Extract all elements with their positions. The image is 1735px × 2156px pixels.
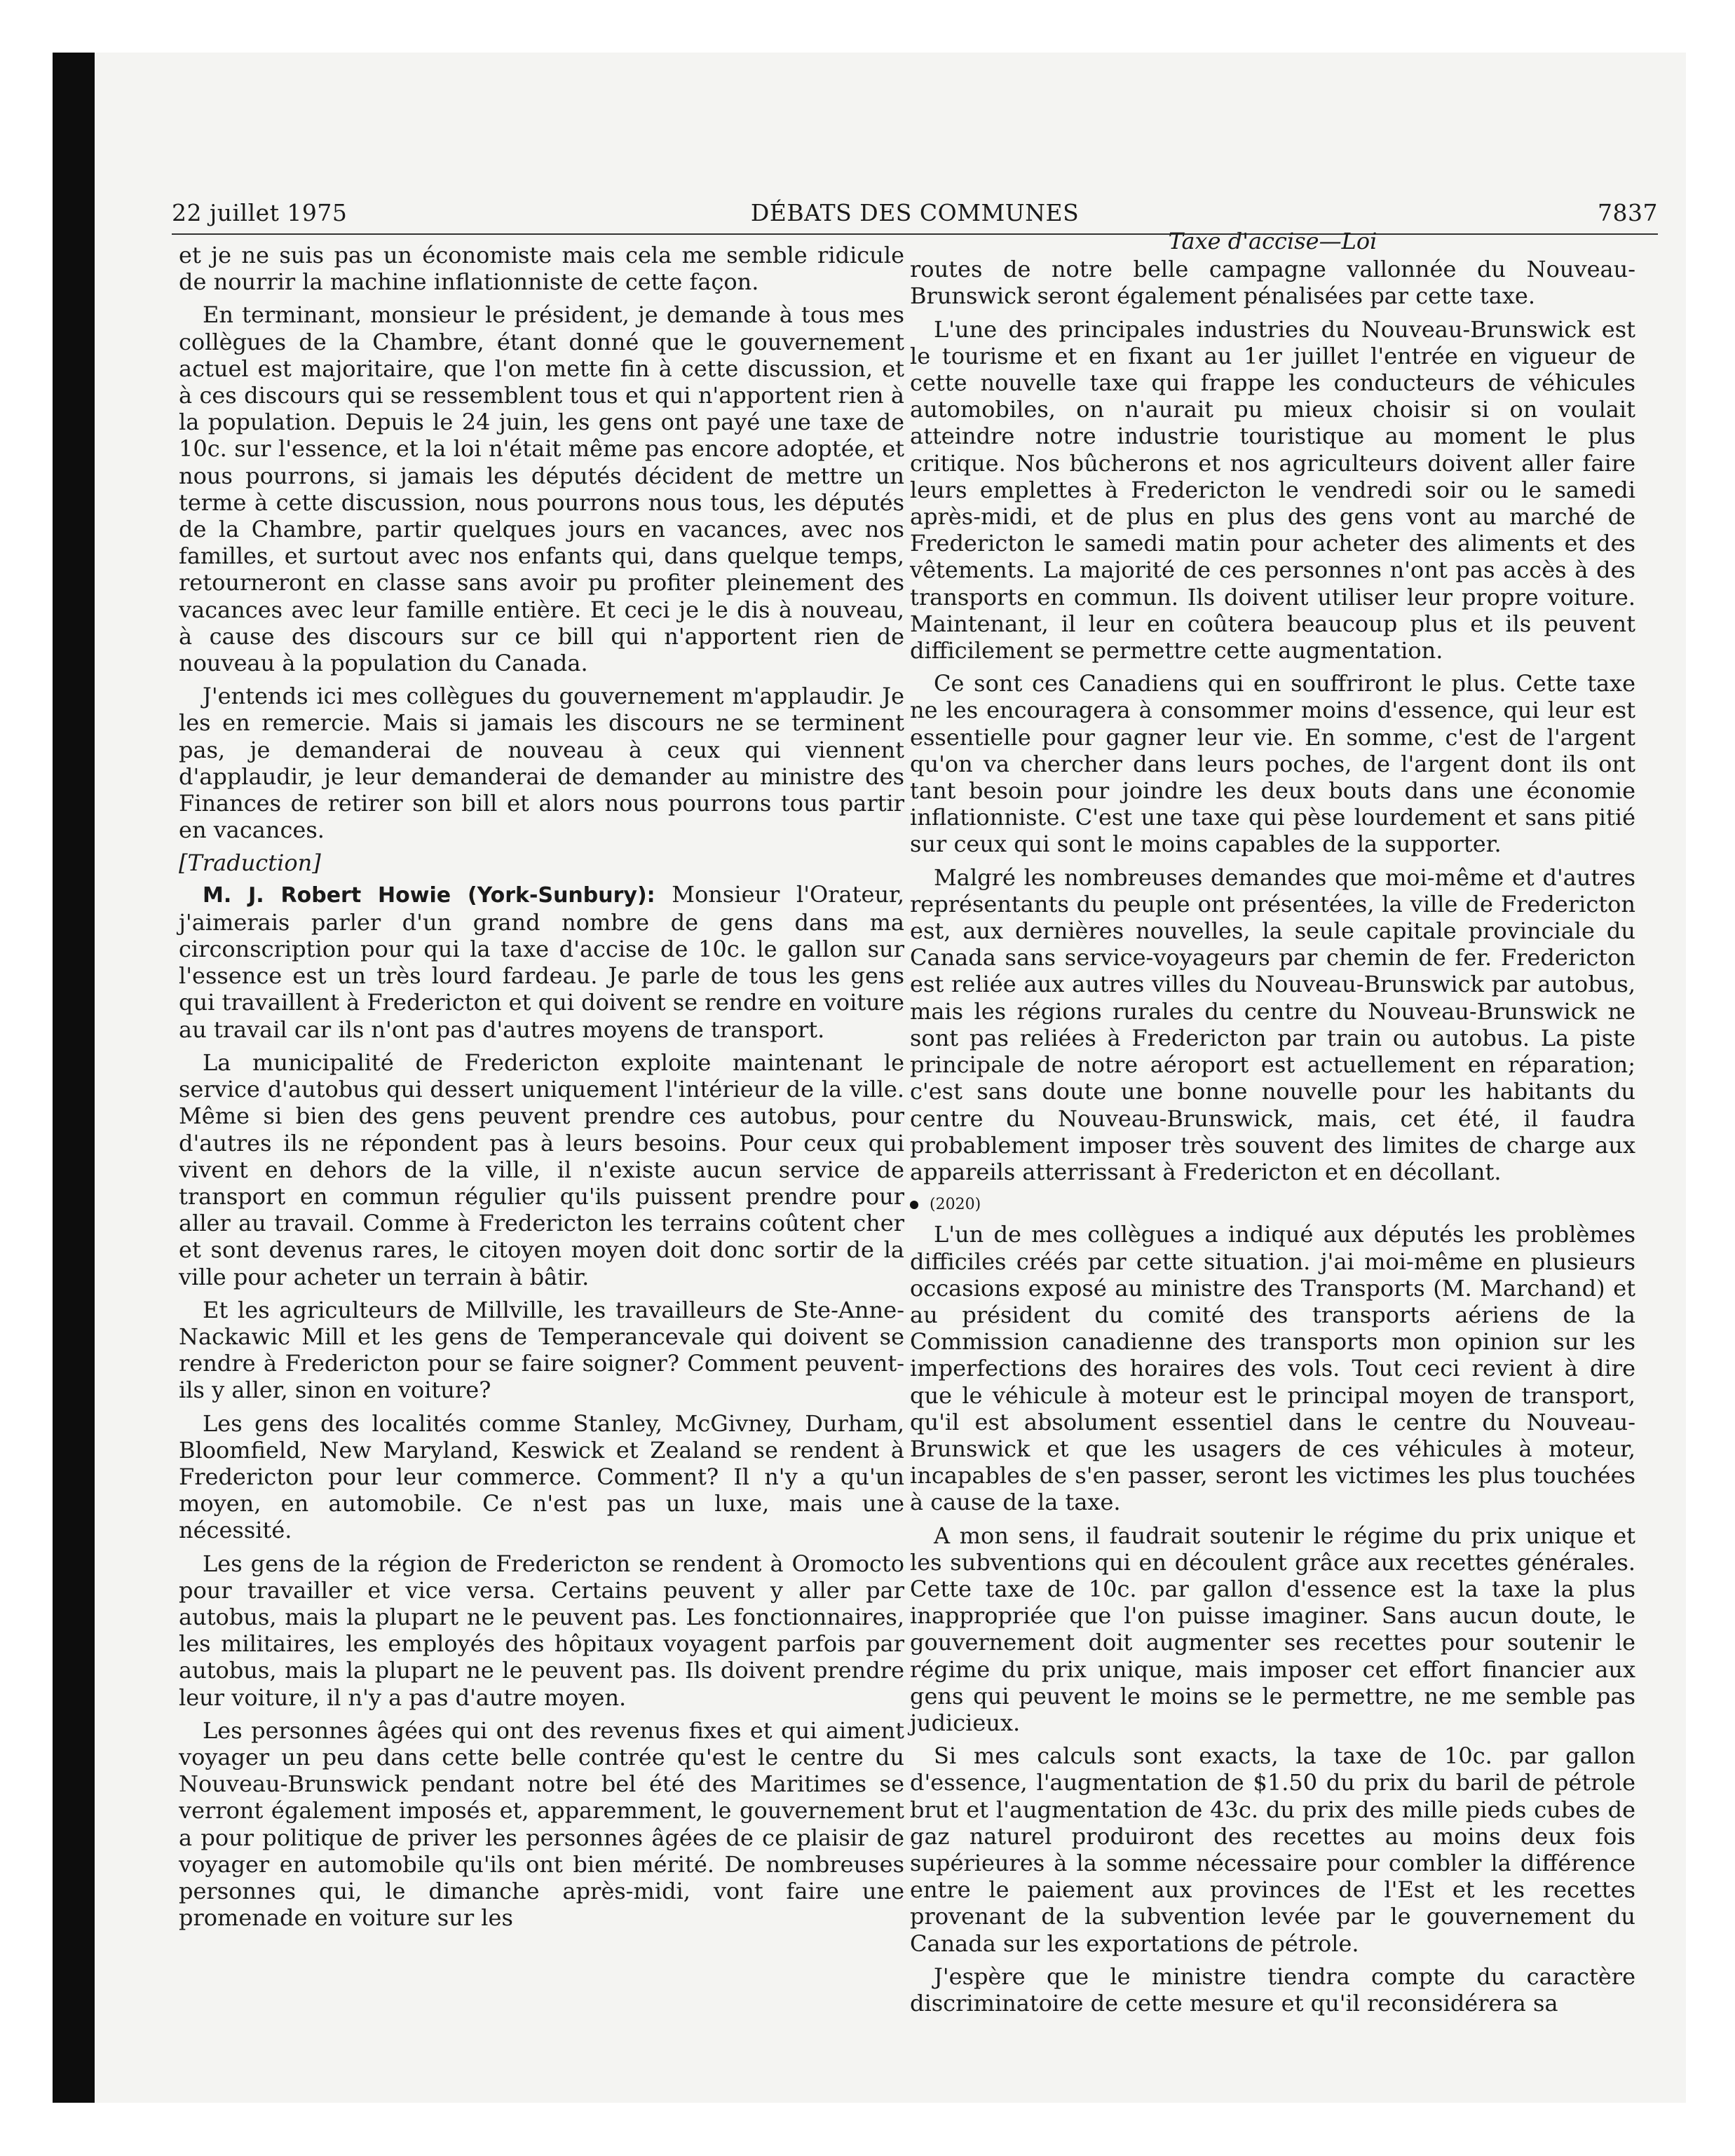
paragraph: L'une des principales industries du Nouveau-Brunswick est le tourisme et en fixant au 1er juillet l'entrée en vigueur de cette nouvelle taxe qui frappe les conducteurs de véhicules automobiles, on n'aurait pu mieux choisir si on voulait atteindre notre industrie touristique au moment le plus critique. Nos bûcherons et nos agriculteurs doivent aller faire leurs emplettes à Fredericton le vendredi soir ou le samedi après-midi, et de plus en plus des gens vont au marché de Fredericton le samedi matin pour acheter des aliments et des vêtements. La majorité de ces personnes n'ont pas accès à des transports en commun. Ils doivent utiliser leur propre voiture. Maintenant, il leur en coûtera beaucoup plus et ils peuvent difficilement se permettre cette augmentation. bbox=[910, 315, 1635, 664]
header-page-number: 7837 bbox=[1598, 199, 1658, 226]
paragraph: Les gens de la région de Fredericton se rendent à Oromocto pour travailler et vice versa. Certains peuvent y aller par autobus, mais la plupart ne le peuvent pas. Les fonctionnaires, les militaires, les employés des hôpitaux voyagent parfois par autobus, mais la plupart ne le peuvent pas. Ils doivent prendre leur voiture, il n'y a pas d'autre moyen. bbox=[179, 1550, 904, 1711]
paragraph: J'espère que le ministre tiendra compte du caractère discriminatoire de cette mesure et qu'il reconsidérera sa bbox=[910, 1963, 1635, 2017]
left-column bbox=[179, 242, 904, 1937]
paragraph: En terminant, monsieur le président, je demande à tous mes collègues de la Chambre, étant donné que le gouvernement actuel est majoritaire, que l'on mette fin à cette discussion, et à ces discours qui se ressemblent tous et qui n'apportent rien à la population. Depuis le 24 juin, les gens ont payé une taxe de 10c. sur l'essence, et la loi n'était même pas encore adoptée, et nous pourrons, si jamais les députés décident de mettre un terme à cette discussion, nous pourrons nous tous, les députés de la Chambre, partir quelques jours en vacances, avec nos familles, et surtout avec nos enfants qui, dans quelque temps, retourneront en classe sans avoir pu profiter pleinement des vacances avec leur famille entière. Et ceci je le dis à nouveau, à cause des discours sur ce bill qui n'apportent rien de nouveau à la population du Canada. bbox=[179, 301, 904, 677]
time-marker-text: (2020) bbox=[930, 1196, 981, 1214]
paragraph: La municipalité de Fredericton exploite maintenant le service d'autobus qui dessert uniquement l'intérieur de la ville. Même si bien des gens peuvent prendre ces autobus, pour d'autres ils ne répondent pas à leurs besoins. Pour ceux qui vivent en dehors de la ville, il n'existe aucun service de transport en commun régulier qu'ils puissent prendre pour aller au travail. Comme à Fredericton les terrains coûtent cher et sont devenus rares, le citoyen moyen doit donc sortir de la ville pour acheter un terrain à bâtir. bbox=[179, 1049, 904, 1290]
paragraph: L'un de mes collègues a indiqué aux députés les problèmes difficiles créés par cette situation. j'ai moi-même en plusieurs occasions exposé au ministre des Transports (M. Marchand) et au président du comité des transports aériens de la Commission canadienne des transports mon opinion sur les imperfections des horaires des vols. Tout ceci revient à dire que le véhicule à moteur est le principal moyen de transport, qu'il est absolument essentiel dans le centre du Nouveau-Brunswick et que les usagers de ces véhicules à moteur, incapables de s'en passer, seront les victimes les plus touchées à cause de la taxe. bbox=[910, 1221, 1635, 1516]
paragraph: routes de notre belle campagne vallonnée du Nouveau-Brunswick seront également pénalisées par cette taxe. bbox=[910, 256, 1635, 310]
paragraph: Et les agriculteurs de Millville, les travailleurs de Ste-Anne-Nackawic Mill et les gens de Temperancevale qui doivent se rendre à Fredericton pour se faire soigner? Comment peuvent-ils y aller, sinon en voiture? bbox=[179, 1296, 904, 1404]
paragraph: J'entends ici mes collègues du gouvernement m'applaudir. Je les en remercie. Mais si jamais les discours ne se terminent pas, je demanderai de nouveau à ceux qui viennent d'applaudir, je leur demanderai de demander au ministre des Finances de retirer son bill et alors nous pourrons tous partir en vacances. bbox=[179, 683, 904, 844]
time-marker bbox=[910, 1192, 1635, 1218]
right-column bbox=[910, 228, 1635, 2023]
paragraph: Ce sont ces Canadiens qui en souffriront le plus. Cette taxe ne les encouragera à consommer moins d'essence, qui leur est essentielle pour gagner leur vie. En somme, c'est de l'argent qu'on va chercher dans leurs poches, de l'argent dont ils ont tant besoin pour joindre les deux bouts dans une économie inflationniste. C'est une taxe qui pèse lourdement et sans pitié sur ceux qui sont le moins capables de la supporter. bbox=[910, 670, 1635, 858]
paragraph: Malgré les nombreuses demandes que moi-même et d'autres représentants du peuple ont présentées, la ville de Fredericton est, aux dernières nouvelles, la seule capitale provinciale du Canada sans service-voyageurs par chemin de fer. Fredericton est reliée aux autres villes du Nouveau-Brunswick par autobus, mais les régions rurales du centre du Nouveau-Brunswick ne sont pas reliées à Fredericton par train ou autobus. La piste principale de notre aéroport est actuellement en réparation; c'est sans doute une bonne nouvelle pour les habitants du centre du Nouveau-Brunswick, mais, cet été, il faudra probablement imposer très souvent des limites de charge aux appareils atterrissant à Fredericton et en décollant. bbox=[910, 864, 1635, 1185]
speaker-name: M. J. Robert Howie (York-Sunbury): bbox=[203, 882, 655, 908]
speech-paragraph bbox=[179, 881, 904, 1043]
page-header bbox=[172, 156, 1658, 235]
translation-tag: [Traduction] bbox=[179, 850, 321, 877]
header-date: 22 juillet 1975 bbox=[172, 199, 348, 226]
scanned-page bbox=[53, 53, 1686, 2103]
binding-edge bbox=[53, 53, 95, 2103]
paragraph: Les personnes âgées qui ont des revenus fixes et qui aiment voyager un peu dans cette belle contrée qu'est le centre du Nouveau-Brunswick pendant notre bel été des Maritimes se verront également imposés et, apparemment, le gouvernement a pour politique de priver les personnes âgées de ce plaisir de voyager en automobile qu'ils ont bien mérité. De nombreuses personnes qui, le dimanche après-midi, vont faire une promenade en voiture sur les bbox=[179, 1717, 904, 1932]
header-title: DÉBATS DES COMMUNES bbox=[750, 199, 1080, 226]
paragraph: Les gens des localités comme Stanley, McGivney, Durham, Bloomfield, New Maryland, Keswick et Zealand se rendent à Fredericton pour leur commerce. Comment? Il n'y a qu'un moyen, en automobile. Ce n'est pas un luxe, mais une nécessité. bbox=[179, 1410, 904, 1544]
paragraph: A mon sens, il faudrait soutenir le régime du prix unique et les subventions qui en découlent grâce aux recettes générales. Cette taxe de 10c. par gallon d'essence est la taxe la plus inappropriée que l'on puisse imaginer. Sans aucun doute, le gouvernement doit augmenter ses recettes pour soutenir le régime du prix unique, mais imposer cet effort financier aux gens qui peuvent le moins se le permettre, ne me semble pas judicieux. bbox=[910, 1522, 1635, 1736]
paragraph: et je ne suis pas un économiste mais cela me semble ridicule de nourrir la machine inflationniste de cette façon. bbox=[179, 242, 904, 296]
speech-text: Monsieur l'Orateur, j'aimerais parler d'un grand nombre de gens dans ma circonscription pour qui la taxe d'accise de 10c. le gallon sur l'essence est un très lourd fardeau. Je parle de tous les gens qui travaillent à Fredericton et qui doivent se rendre en voiture au travail car ils n'ont pas d'autres moyens de transport. bbox=[179, 880, 905, 1043]
section-title: Taxe d'accise—Loi bbox=[1168, 228, 1377, 254]
bullet-icon bbox=[910, 1201, 918, 1209]
paragraph: Si mes calculs sont exacts, la taxe de 10c. par gallon d'essence, l'augmentation de $1.50 du prix du baril de pétrole brut et l'augmentation de 43c. du prix des mille pieds cubes de gaz naturel produiront des recettes au moins deux fois supérieures à la somme nécessaire pour combler la différence entre le paiement aux provinces de l'Est et les recettes provenant de la subvention levée par le gouvernement du Canada sur les exportations de pétrole. bbox=[910, 1742, 1635, 1957]
